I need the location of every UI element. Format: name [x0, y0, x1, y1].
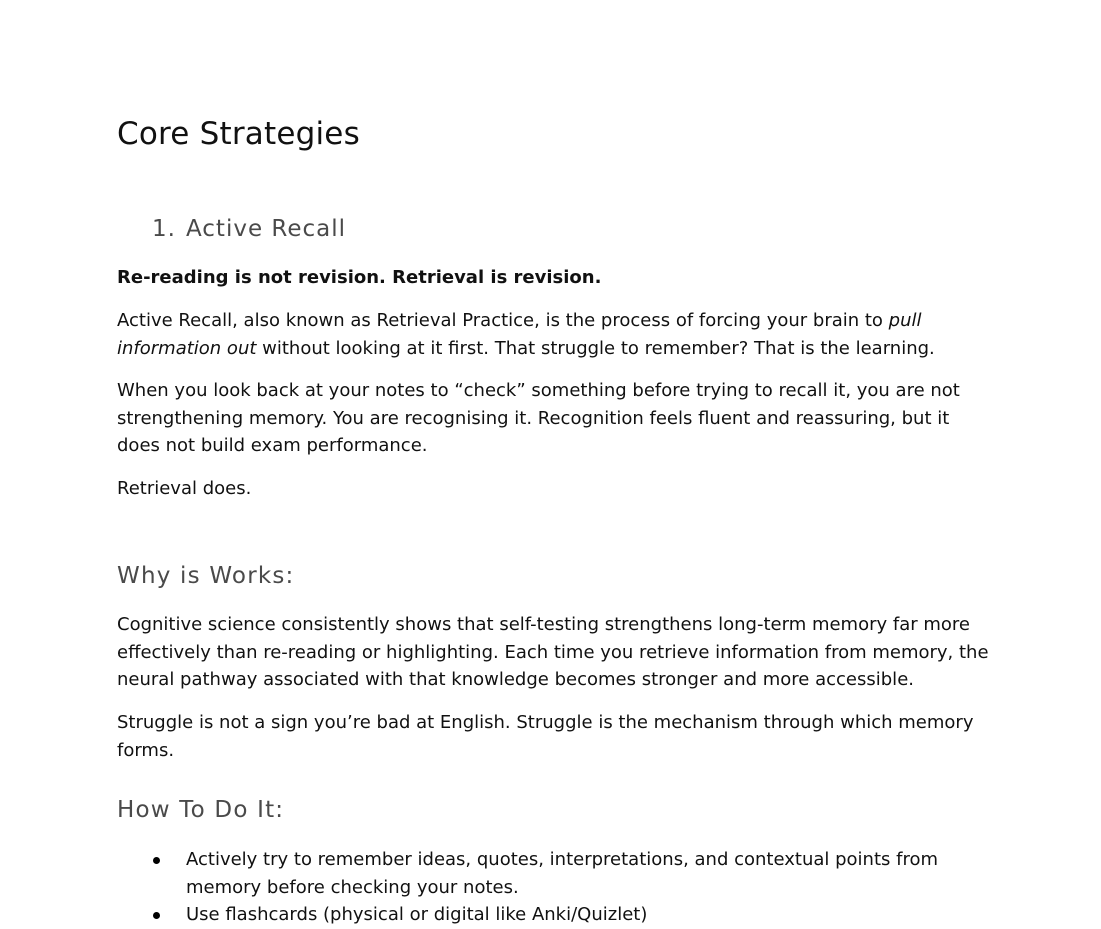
list-item-text: Use flashcards (physical or digital like Anki/Quizlet) — [186, 904, 648, 925]
paragraph-recognition: When you look back at your notes to “check” something before trying to recall it, you are not strengthening memory. You are recognising it. Recognition feels fluent and reassuring, but it does not build exam performance. — [117, 380, 960, 456]
paragraph-struggle: Struggle is not a sign you’re bad at English. Struggle is the mechanism through which memory forms. — [117, 712, 974, 761]
section-heading-active-recall — [152, 216, 346, 242]
subheading-how-to-do-it: How To Do It: — [117, 797, 285, 823]
paragraph-retrieval-does: Retrieval does. — [117, 478, 252, 499]
section-number: 1. — [152, 216, 176, 242]
list-item — [117, 846, 997, 901]
how-to-list — [117, 846, 997, 929]
bullet-icon — [153, 857, 160, 864]
list-item — [117, 901, 997, 929]
subheading-why-it-works: Why is Works: — [117, 563, 295, 589]
emphasis-text: pull information out — [117, 310, 922, 359]
paragraph-cognitive-science: Cognitive science consistently shows that self-testing strengthens long-term memory far more effectively than re-reading or highlighting. Each time you retrieve information from memory, the neural pathway associated with that knowledge becomes stronger and more accessible. — [117, 614, 989, 690]
page-title: Core Strategies — [117, 116, 360, 152]
lead-statement: Re-reading is not revision. Retrieval is revision. — [117, 267, 602, 288]
paragraph-text: Active Recall, also known as Retrieval Practice, is the process of forcing your brain to — [117, 310, 889, 331]
paragraph-active-recall-definition — [117, 307, 997, 362]
paragraph-text: without looking at it first. That struggle to remember? That is the learning. — [256, 337, 935, 359]
list-item-text: Actively try to remember ideas, quotes, interpretations, and contextual points from memory before checking your notes. — [186, 849, 938, 898]
bullet-icon — [153, 912, 160, 919]
section-heading-text: Active Recall — [185, 216, 347, 242]
